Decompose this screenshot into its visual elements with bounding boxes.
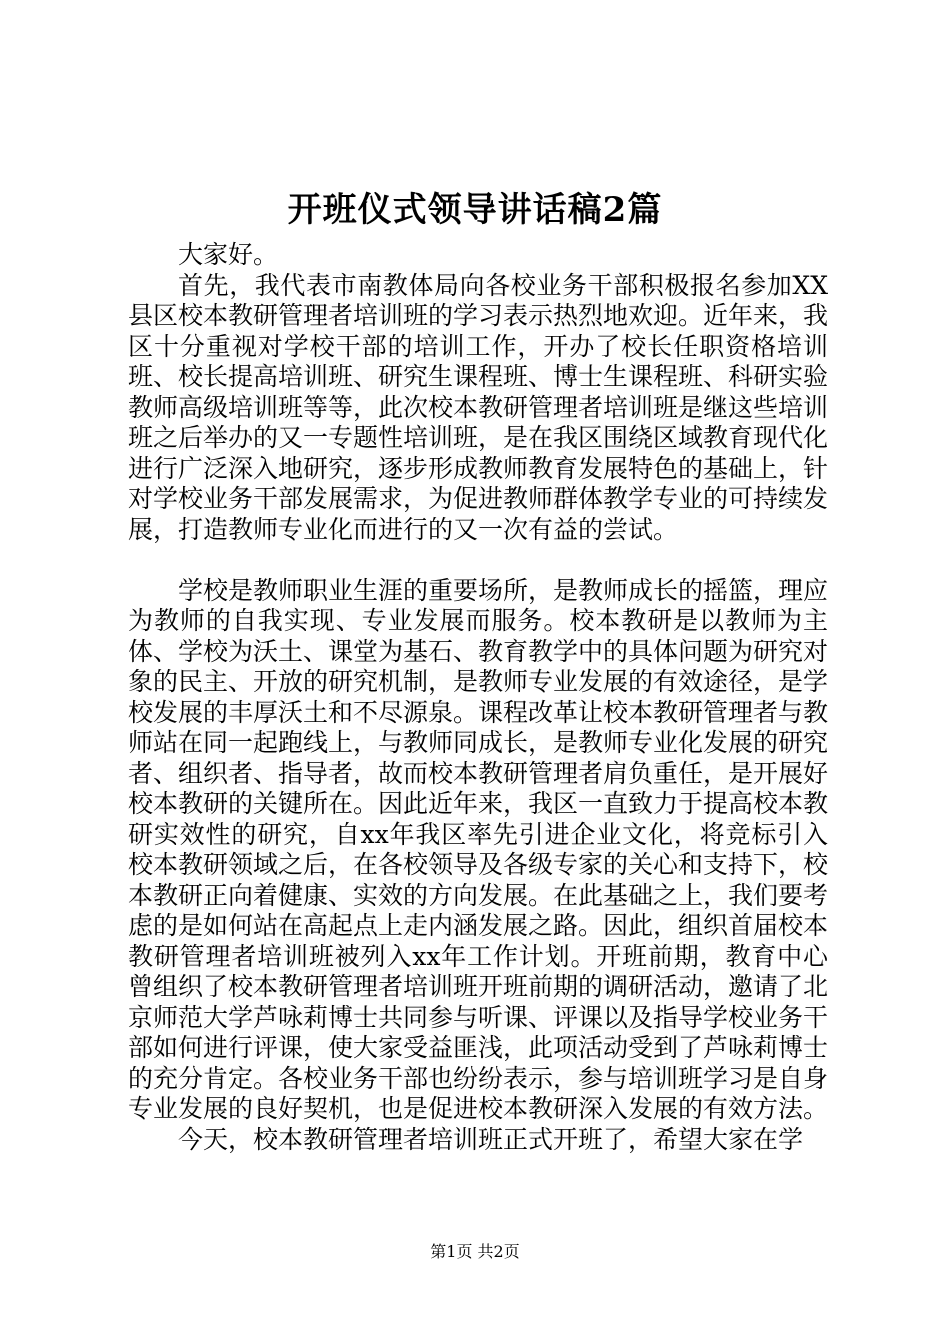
paragraph-greeting: 大家好。 bbox=[178, 240, 279, 269]
document-body bbox=[128, 240, 828, 1155]
page-footer: 第1页 共2页 bbox=[430, 1242, 520, 1261]
paragraph-school-role: 学校是教师职业生涯的重要场所，是教师成长的摇篮，理应为教师的自我实现、专业发展而服务。校本教研是以教师为主体、学校为沃土、课堂为基石、教育教学中的具体问题为研究对象的民主、开放的研究机制，是教师专业发展的有效途径，是学校发展的丰厚沃土和不尽源泉。课程改革让校本教研管理者与教师站在同一起跑线上，与教师同成长，是教师专业化发展的研究者、组织者、指导者，故而校本教研管理者肩负重任，是开展好校本教研的关键所在。因此近年来，我区一直致力于提高校本教研实效性的研究，自xx年我区率先引进企业文化，将竞标引入校本教研领域之后，在各校领导及各级专家的关心和支持下，校本教研正向着健康、实效的方向发展。在此基础之上，我们要考虑的是如何站在高起点上走内涵发展之路。因此，组织首届校本教研管理者培训班被列入xx年工作计划。开班前期，教育中心曾组织了校本教研管理者培训班开班前期的调研活动，邀请了北京师范大学芦咏莉博士共同参与听课、评课以及指导学校业务干部如何进行评课，使大家受益匪浅，此项活动受到了芦咏莉博士的充分肯定。各校业务干部也纷纷表示，参与培训班学习是自身专业发展的良好契机，也是促进校本教研深入发展的有效方法。 bbox=[128, 575, 829, 1123]
document-title: 开班仪式领导讲话稿2篇 bbox=[287, 190, 663, 230]
paragraph-welcome: 首先，我代表市南教体局向各校业务干部积极报名参加XX县区校本教研管理者培训班的学习表示热烈地欢迎。近年来，我区十分重视对学校干部的培训工作，开办了校长任职资格培训班、校长提高培训班、研究生课程班、博士生课程班、科研实验教师高级培训班等等，此次校本教研管理者培训班是继这些培训班之后举办的又一专题性培训班，是在我区围绕区域教育现代化进行广泛深入地研究，逐步形成教师教育发展特色的基础上，针对学校业务干部发展需求，为促进教师群体教学专业的可持续发展，打造教师专业化而进行的又一次有益的尝试。 bbox=[128, 270, 829, 544]
paragraph-today: 今天，校本教研管理者培训班正式开班了，希望大家在学 bbox=[178, 1124, 804, 1154]
